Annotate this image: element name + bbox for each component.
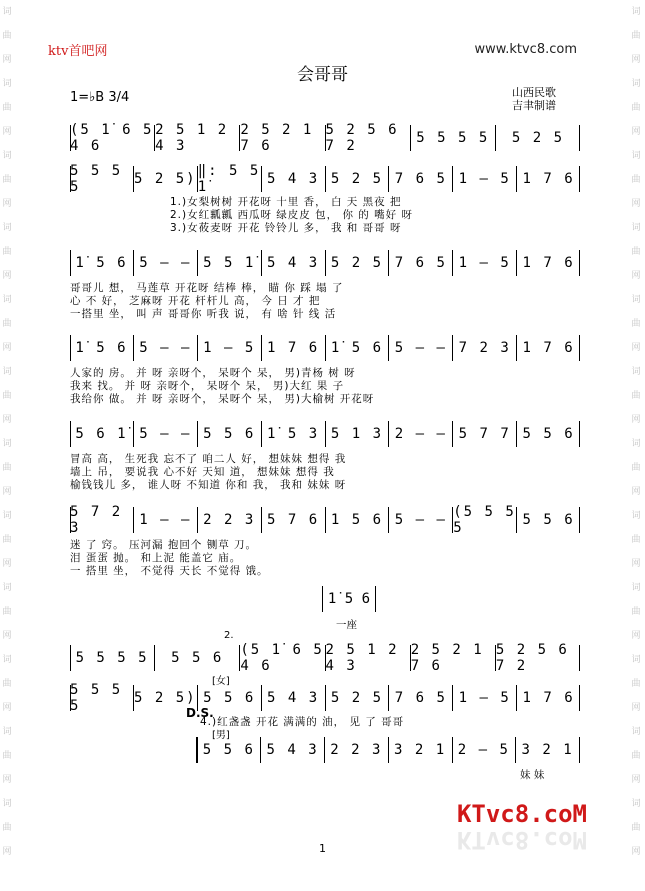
measure: 1 — 5 — [453, 685, 517, 711]
ktv-logo[interactable]: KTvc8.coM — [456, 800, 587, 828]
ds-marker: D.S. — [186, 706, 214, 720]
measure: 5 4 3 — [261, 737, 325, 763]
measure: 5 — — — [389, 335, 453, 361]
measure: 2 5 1 2 4 3 — [155, 125, 240, 151]
lyric-verse-2: 墙上 吊， 要说我 心不好 天知 道， 想妹妹 想得 我 — [70, 466, 335, 478]
measure: 5 5 1̇ — [198, 250, 262, 276]
lyric-verse-3: 一搭里 坐， 叫 声 哥哥你 听我 说， 有 啥 针 线 活 — [70, 308, 337, 320]
measure: 2 — 5 — [453, 737, 517, 763]
measure: 5 2 5 6 7 2 — [495, 642, 569, 674]
lyric-verse-3: 3.)女莜麦呀 开花 铃铃儿 多， 我 和 哥哥 呀 — [170, 222, 402, 234]
measure: 2 — — — [389, 421, 453, 447]
watermark-side-right: 词曲网词曲网词曲网词曲网词曲网词曲网词曲网词曲网词曲网词曲网词曲网词曲网 — [631, 7, 641, 857]
measure: (5 1̇ 6 5 4 6 — [240, 642, 324, 674]
measure: 5 7 6 — [262, 507, 326, 533]
measure: 5 5 5 5 — [70, 645, 155, 671]
lyric-verse-1: 迷 了 窍。 压河漏 抱回个 铡草 刀。 — [70, 539, 258, 551]
coda-measure: 1̇ 5 6 — [322, 586, 376, 612]
female-part-label: [女] — [212, 676, 230, 687]
measure: 5 2 5 — [326, 166, 390, 192]
measure: 2 2 3 — [198, 507, 262, 533]
page-number: 1 — [319, 842, 326, 855]
lyric-verse-2: 泪 蛋蛋 抛。 和上泥 能盖它 庙。 — [70, 552, 242, 564]
measure: 1 — 5 — [453, 250, 517, 276]
measure: 5 — — — [134, 421, 198, 447]
measure — [70, 737, 133, 763]
measure: 5 2 5) — [134, 166, 198, 192]
coda-lyric: 一座 — [336, 619, 357, 631]
measure: 5 5 6 — [198, 421, 262, 447]
score-line-2 — [70, 163, 580, 195]
measure: 5 7 2 3 — [70, 507, 134, 533]
measure: 5 6 1̇ — [70, 421, 134, 447]
score-line-3 — [70, 250, 580, 276]
song-origin: 山西民歌 — [512, 86, 556, 99]
lyric-verse-4: 4.)红盏盏 开花 满满的 油， 见 了 哥哥 — [200, 716, 405, 728]
watermark-side-left: 词曲网词曲网词曲网词曲网词曲网词曲网词曲网词曲网词曲网词曲网词曲网词曲网 — [2, 7, 12, 857]
lyric-verse-2: 心 不 好， 芝麻呀 开花 杆杆儿 高， 今 日 才 把 — [70, 295, 321, 307]
measure: 3 2 1 — [516, 737, 580, 763]
measure: 5 2 5 6 7 2 — [326, 125, 411, 151]
measure: 5 5 6 — [197, 737, 262, 763]
measure: 5 7 7 — [453, 421, 517, 447]
measure: 5 5 6 — [522, 426, 575, 442]
volta-label: 2. — [224, 630, 234, 641]
measure: 5 — — — [134, 335, 198, 361]
measure: 1̇ 5 3 — [262, 421, 326, 447]
measure: 1 — 5 — [198, 335, 262, 361]
measure: 5 5 6 — [155, 645, 240, 671]
measure: 1 — — — [134, 507, 198, 533]
score-line-5 — [70, 421, 580, 447]
measure: 2 5 2 1 7 6 — [411, 645, 496, 671]
measure: 1 7 6 — [522, 171, 575, 187]
measure: 2 2 3 — [325, 737, 389, 763]
measure: 5 4 3 — [262, 250, 326, 276]
measure: 2 5 2 1 7 6 — [240, 125, 325, 151]
measure: 5 5 5 5 — [70, 685, 134, 711]
male-part-label: [男] — [212, 730, 230, 741]
measure — [133, 737, 197, 763]
score-line-1 — [70, 122, 580, 154]
score-line-9 — [70, 737, 580, 763]
measure: 1 7 6 — [522, 340, 575, 356]
measure: 1 7 6 — [522, 690, 575, 706]
measure: 5 5 6 — [198, 685, 262, 711]
site-url[interactable]: www.ktvc8.com — [474, 42, 577, 57]
measure: 5 2 5 — [511, 130, 565, 146]
arranger: 吉聿制谱 — [512, 99, 556, 112]
measure: 3 2 1 — [389, 737, 453, 763]
measure: 7 6 5 — [389, 685, 453, 711]
measure: 1 7 6 — [522, 255, 575, 271]
brand-logo-text[interactable]: ktv首吧网 — [48, 44, 108, 59]
measure: 5 5 5 5 — [411, 125, 496, 151]
page-title: 会哥哥 — [297, 65, 348, 85]
measure: 1̇ 5 6 — [70, 335, 134, 361]
lyric-verse-1: 人家的 房。 并 呀 亲呀个， 呆呀个 呆， 男)青杨 树 呀 — [70, 367, 356, 379]
measure: 5 4 3 — [262, 685, 326, 711]
lyric-verse-3: 榆钱钱儿 多， 谁人呀 不知道 你和 我， 我和 妹妹 呀 — [70, 479, 347, 491]
measure: 1 — 5 — [453, 166, 517, 192]
measure: 5 — — — [389, 507, 453, 533]
lyric-verse-3: 我给你 做。 并 呀 亲呀个， 呆呀个 呆， 男)大榆树 开花呀 — [70, 393, 375, 405]
measure: 5 5 6 — [522, 512, 575, 528]
measure: 5 2 5) — [134, 685, 198, 711]
score-line-6 — [70, 504, 580, 536]
measure: 5 2 5 — [326, 685, 390, 711]
measure: 1 7 6 — [262, 335, 326, 361]
measure: 5 — — — [134, 250, 198, 276]
measure: 5 2 5 — [326, 250, 390, 276]
lyric-verse-2: 2.)女红瓤瓤 西瓜呀 绿皮皮 包， 你 的 嘴好 呀 — [170, 209, 413, 221]
score-line-4 — [70, 335, 580, 361]
measure: 7 6 5 — [389, 166, 453, 192]
measure: 1̇ 5 6 — [70, 250, 134, 276]
lyric-verse-1: 哥哥儿 想， 马莲草 开花呀 结棒 棒， 瞄 你 踩 塌 了 — [70, 282, 344, 294]
measure: 1̇ 5 6 — [326, 335, 390, 361]
key-signature: 1=♭B 3/4 — [70, 90, 130, 105]
measure: 5 1 3 — [326, 421, 390, 447]
measure: 2 5 1 2 4 3 — [326, 645, 411, 671]
lyric-verse-1: 1.)女梨树树 开花呀 十里 香， 白 天 黑夜 把 — [170, 196, 402, 208]
measure: (5 5 5 5 — [453, 504, 516, 536]
lyric-verse-1: 冒高 高， 生死我 忘不了 咱二人 好， 想妹妹 想得 我 — [70, 453, 347, 465]
measure: 5 4 3 — [262, 166, 326, 192]
measure: 1 5 6 — [326, 507, 390, 533]
measure: 7 2 3 — [453, 335, 517, 361]
measure: 5 5 5 5 — [70, 166, 134, 192]
measure: ‖: 5 5 1̇ — [197, 163, 261, 195]
lyric-final: 妹 妹 — [520, 769, 545, 781]
lyric-verse-3: 一 搭里 坐， 不觉得 天长 不觉得 饿。 — [70, 565, 269, 577]
measure: (5 1̇ 6 5 4 6 — [70, 122, 154, 154]
lyric-verse-2: 我来 找。 并 呀 亲呀个， 呆呀个 呆， 男)大红 果 子 — [70, 380, 345, 392]
score-line-7 — [70, 642, 580, 674]
measure: 7 6 5 — [389, 250, 453, 276]
ktv-logo-reflection: KTvc8.coM — [456, 826, 587, 854]
